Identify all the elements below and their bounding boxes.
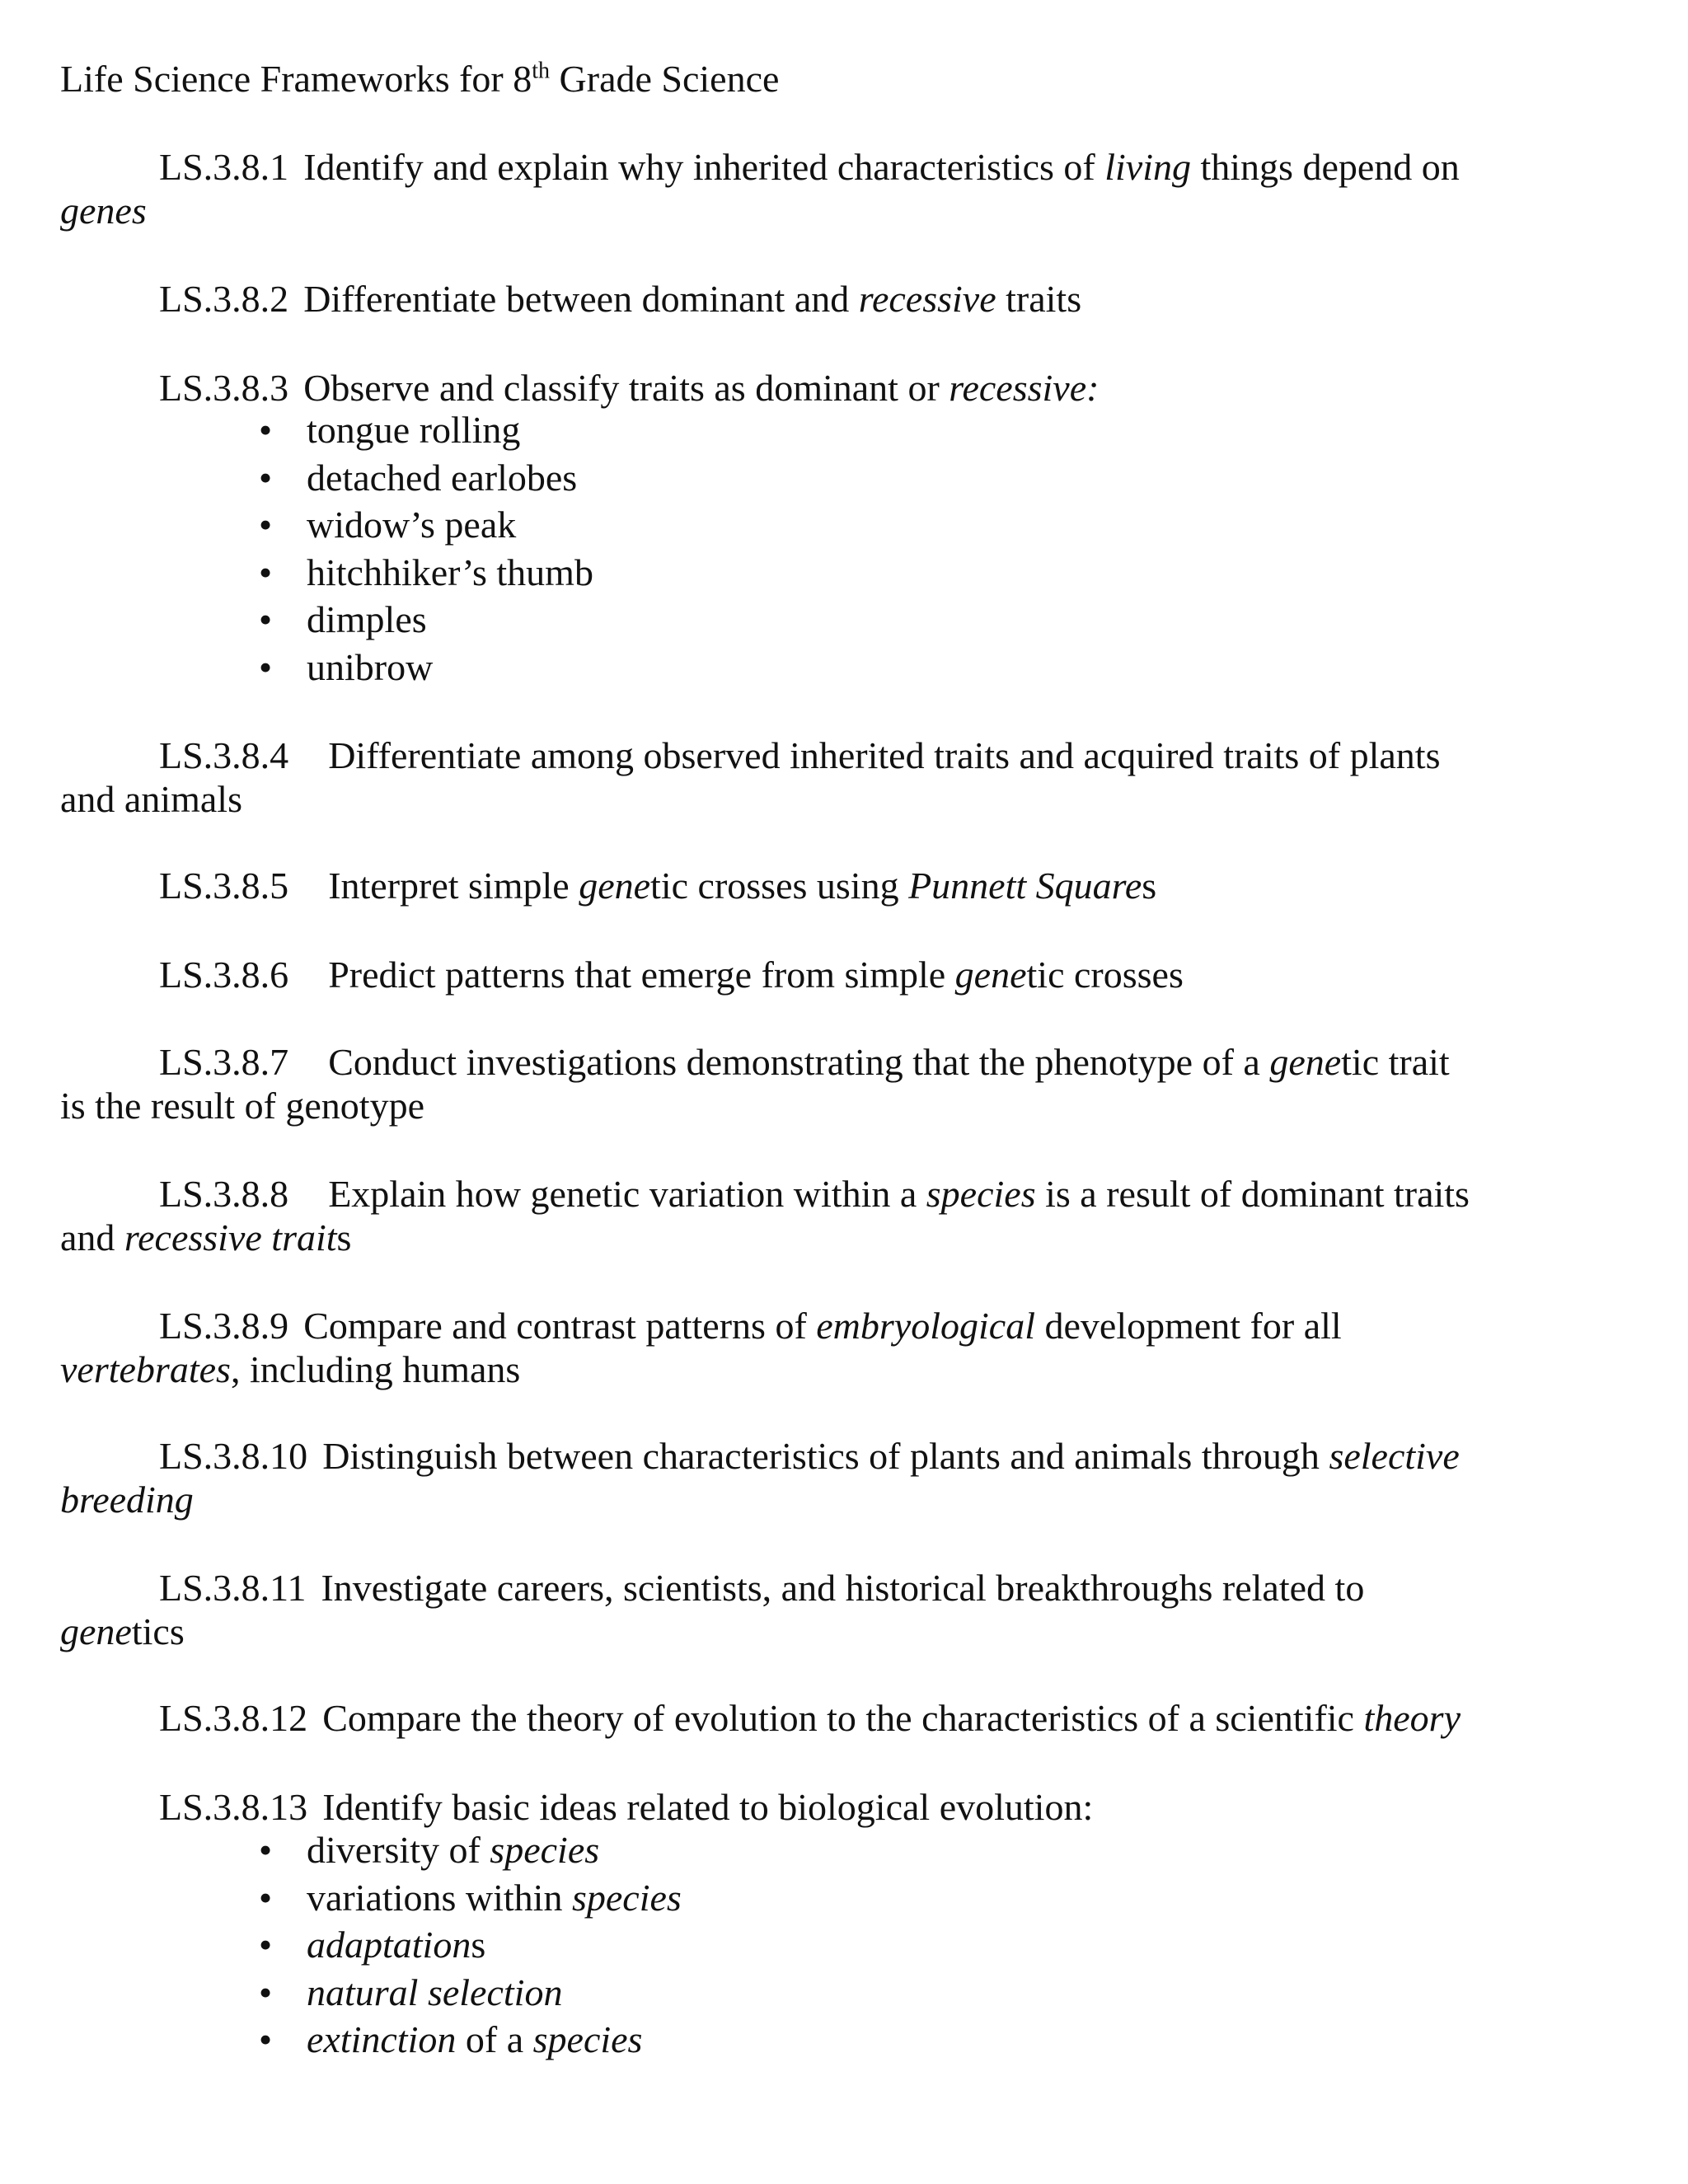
italic-text: species — [571, 1876, 682, 1919]
italic-text: gene — [1269, 1041, 1342, 1083]
italic-text: breeding — [60, 1479, 194, 1521]
italic-text: recessive: — [949, 367, 1100, 409]
text-segment: tongue rolling — [307, 409, 521, 451]
title-superscript: th — [532, 58, 551, 84]
list-item — [256, 1921, 682, 1969]
standard-code: LS.3.8.10 — [159, 1435, 308, 1477]
italic-text: recessive — [858, 278, 996, 320]
text-segment: variations within — [307, 1876, 572, 1919]
text-segment: hitchhiker’s thumb — [307, 551, 593, 593]
text-segment: unibrow — [307, 645, 434, 688]
italic-text: natural selection — [307, 1971, 563, 2013]
bullet-icon: • — [259, 504, 273, 546]
text-segment: is a result of dominant traits — [1035, 1173, 1470, 1215]
standard-line — [60, 1172, 1643, 1216]
text-segment: Interpret simple — [328, 865, 579, 907]
title-text: Life Science Frameworks for 8 — [60, 58, 532, 100]
bullet-icon: • — [259, 1829, 273, 1871]
standard-item — [60, 366, 1643, 410]
list-item — [256, 644, 593, 691]
list-item — [256, 549, 593, 597]
list-item — [256, 596, 593, 644]
italic-text: selective — [1329, 1435, 1460, 1477]
standard-item — [60, 1434, 1643, 1521]
standard-line — [60, 1785, 1643, 1829]
text-segment: diversity of — [307, 1829, 490, 1871]
text-segment: Observe and classify traits as dominant or — [303, 367, 950, 409]
text-segment: detached earlobes — [307, 456, 578, 499]
text-segment: traits — [996, 278, 1082, 320]
standard-line-continued — [60, 777, 1643, 821]
standard-item — [60, 1172, 1643, 1259]
italic-text: species — [926, 1173, 1036, 1215]
standard-item — [60, 953, 1643, 996]
standard-line — [60, 1040, 1643, 1084]
text-segment: tic crosses — [1026, 954, 1184, 996]
bullet-icon: • — [259, 551, 273, 593]
italic-text: species — [490, 1829, 600, 1871]
text-segment: and animals — [60, 778, 242, 820]
text-segment: s — [1142, 865, 1157, 907]
standard-line — [60, 733, 1643, 777]
list-item — [256, 1874, 682, 1922]
text-segment: Identify basic ideas related to biological evolution: — [322, 1786, 1094, 1828]
text-segment: Compare and contrast patterns of — [303, 1305, 817, 1347]
bullet-list — [256, 1826, 682, 2064]
page-title — [60, 56, 779, 102]
italic-text: genes — [60, 190, 147, 232]
bullet-icon: • — [259, 598, 273, 640]
standard-line-continued — [60, 1610, 1643, 1653]
bullet-icon: • — [259, 456, 273, 499]
text-segment: is the result of genotype — [60, 1085, 425, 1127]
standard-code: LS.3.8.7 — [159, 1041, 289, 1083]
list-item — [256, 1826, 682, 1874]
standard-item — [60, 145, 1643, 232]
standard-code: LS.3.8.11 — [159, 1567, 307, 1609]
italic-text: gene — [954, 954, 1027, 996]
text-segment: and — [60, 1216, 124, 1258]
standard-item — [60, 1304, 1643, 1391]
bullet-icon: • — [259, 409, 273, 451]
standard-code: LS.3.8.5 — [159, 865, 289, 907]
italic-text: theory — [1363, 1697, 1461, 1739]
list-item — [256, 501, 593, 549]
text-segment: , including humans — [230, 1348, 521, 1390]
text-segment: Distinguish between characteristics of plants and animals through — [322, 1435, 1329, 1477]
standard-line-continued — [60, 189, 1643, 232]
standard-code: LS.3.8.4 — [159, 734, 289, 776]
text-segment: Differentiate among observed inherited traits and acquired traits of plants — [328, 734, 1441, 776]
italic-text: species — [532, 2018, 643, 2060]
italic-text: embryological — [816, 1305, 1035, 1347]
title-text-end: Grade Science — [550, 58, 780, 100]
list-item — [256, 2016, 682, 2064]
list-item — [256, 1969, 682, 2017]
text-segment: s — [471, 1924, 486, 1966]
standard-line-continued — [60, 1216, 1643, 1259]
standard-item — [60, 277, 1643, 321]
italic-text: vertebrates — [60, 1348, 231, 1390]
text-segment: Explain how genetic variation within a — [328, 1173, 926, 1215]
standard-line — [60, 277, 1643, 321]
list-item — [256, 406, 593, 454]
italic-text: recessive trait — [124, 1216, 337, 1258]
italic-text: gene — [60, 1610, 132, 1652]
text-segment: of a — [456, 2018, 533, 2060]
text-segment: Investigate careers, scientists, and historical breakthroughs related to — [321, 1567, 1365, 1609]
text-segment: Predict patterns that emerge from simple — [328, 954, 955, 996]
standard-code: LS.3.8.2 — [159, 278, 289, 320]
standard-code: LS.3.8.9 — [159, 1305, 289, 1347]
standard-line — [60, 366, 1643, 410]
text-segment: tic crosses using — [650, 865, 909, 907]
standard-code: LS.3.8.6 — [159, 954, 289, 996]
text-segment: Conduct investigations demonstrating that the phenotype of a — [328, 1041, 1270, 1083]
standard-line — [60, 1696, 1643, 1740]
bullet-icon: • — [259, 2018, 273, 2060]
text-segment: things depend on — [1190, 146, 1460, 188]
standard-line — [60, 864, 1643, 907]
standard-item — [60, 1566, 1643, 1653]
italic-text: extinction — [307, 2018, 457, 2060]
italic-text: Punnett Square — [908, 865, 1142, 907]
standard-code: LS.3.8.1 — [159, 146, 289, 188]
standard-code: LS.3.8.8 — [159, 1173, 289, 1215]
text-segment: tics — [131, 1610, 185, 1652]
standard-item — [60, 864, 1643, 907]
bullet-list — [256, 406, 593, 691]
standard-code: LS.3.8.13 — [159, 1786, 308, 1828]
standard-line — [60, 1434, 1643, 1478]
standard-code: LS.3.8.12 — [159, 1697, 308, 1739]
text-segment: s — [336, 1216, 352, 1258]
bullet-icon: • — [259, 645, 273, 688]
text-segment: Compare the theory of evolution to the characteristics of a scientific — [322, 1697, 1364, 1739]
standard-line-continued — [60, 1347, 1643, 1391]
bullet-icon: • — [259, 1971, 273, 2013]
italic-text: living — [1104, 146, 1191, 188]
standard-line — [60, 145, 1643, 189]
bullet-icon: • — [259, 1924, 273, 1966]
text-segment: development for all — [1034, 1305, 1342, 1347]
text-segment: Identify and explain why inherited characteristics of — [303, 146, 1105, 188]
standard-code: LS.3.8.3 — [159, 367, 289, 409]
standard-line — [60, 953, 1643, 996]
standard-item — [60, 1696, 1643, 1740]
standard-line — [60, 1304, 1643, 1347]
standard-line-continued — [60, 1084, 1643, 1127]
standard-item — [60, 1785, 1643, 1829]
standard-line — [60, 1566, 1643, 1610]
bullet-icon: • — [259, 1876, 273, 1919]
standard-line-continued — [60, 1478, 1643, 1521]
list-item — [256, 454, 593, 502]
standard-item — [60, 733, 1643, 821]
text-segment: widow’s peak — [307, 504, 517, 546]
italic-text: gene — [579, 865, 651, 907]
text-segment: dimples — [307, 598, 427, 640]
text-segment: Differentiate between dominant and — [303, 278, 859, 320]
italic-text: adaptation — [307, 1924, 471, 1966]
text-segment: tic trait — [1341, 1041, 1450, 1083]
standard-item — [60, 1040, 1643, 1127]
